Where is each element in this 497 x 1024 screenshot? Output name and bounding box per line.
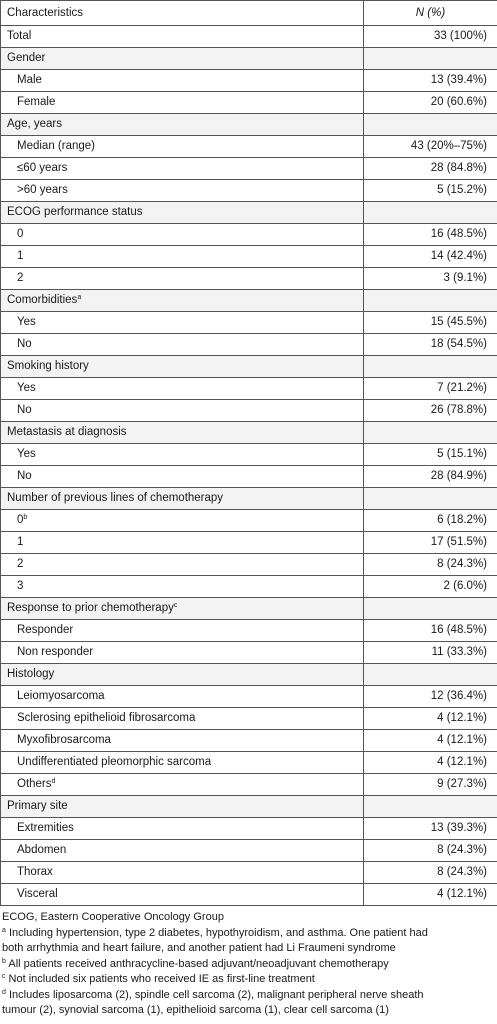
- row-label: Extremities: [1, 818, 364, 840]
- row-value: 12 (36.4%): [364, 686, 497, 708]
- footnote-d: $^d$ Includes liposarcoma (2), spindle cell sarcoma (2), malignant peripheral nerve sheath: [2, 988, 424, 1001]
- table-row: [1, 730, 497, 752]
- row-value: 6 (18.2%): [364, 510, 497, 532]
- section-label: Comorbidities$^a$: [1, 290, 364, 312]
- row-value: [364, 114, 497, 136]
- table-row: [1, 686, 497, 708]
- row-value: [364, 488, 497, 510]
- table-row: [1, 26, 497, 48]
- row-value: 20 (60.6%): [364, 92, 497, 114]
- table-row: [1, 246, 497, 268]
- row-label: Abdomen: [1, 840, 364, 862]
- table-row: [1, 312, 497, 334]
- row-label: 1: [1, 246, 364, 268]
- row-value: 4 (12.1%): [364, 708, 497, 730]
- row-value: 4 (12.1%): [364, 884, 497, 906]
- row-value: 33 (100%): [364, 26, 497, 48]
- row-value: 43 (20%–75%): [364, 136, 497, 158]
- row-value: 18 (54.5%): [364, 334, 497, 356]
- table-row: [1, 840, 497, 862]
- row-value: 15 (45.5%): [364, 312, 497, 334]
- table-row: [1, 576, 497, 598]
- table-row: [1, 400, 497, 422]
- table-row: [1, 180, 497, 202]
- row-label: 3: [1, 576, 364, 598]
- row-label: Non responder: [1, 642, 364, 664]
- row-label: Thorax: [1, 862, 364, 884]
- row-value: 7 (21.2%): [364, 378, 497, 400]
- row-label: Female: [1, 92, 364, 114]
- footnote-d-cont: tumour (2), synovial sarcoma (1), epithelioid sarcoma (1), clear cell sarcoma (1): [2, 1004, 389, 1016]
- table-row: [1, 532, 497, 554]
- header-n-percent: N (%): [364, 1, 497, 26]
- row-value: [364, 290, 497, 312]
- row-label: >60 years: [1, 180, 364, 202]
- row-label: 2: [1, 268, 364, 290]
- row-label: 2: [1, 554, 364, 576]
- section-label: Metastasis at diagnosis: [1, 422, 364, 444]
- row-label: No: [1, 334, 364, 356]
- table-row: [1, 158, 497, 180]
- section-row: [1, 48, 497, 70]
- section-label: Histology: [1, 664, 364, 686]
- row-value: 3 (9.1%): [364, 268, 497, 290]
- table-body: [1, 26, 497, 906]
- row-value: 5 (15.1%): [364, 444, 497, 466]
- row-value: [364, 796, 497, 818]
- table-row: [1, 70, 497, 92]
- row-label: Yes: [1, 444, 364, 466]
- table-row: [1, 92, 497, 114]
- row-value: 4 (12.1%): [364, 752, 497, 774]
- row-label: Male: [1, 70, 364, 92]
- table-row: [1, 334, 497, 356]
- table-row: [1, 378, 497, 400]
- row-value: 9 (27.3%): [364, 774, 497, 796]
- table-row: [1, 224, 497, 246]
- row-label: Leiomyosarcoma: [1, 686, 364, 708]
- table-row: [1, 620, 497, 642]
- section-row: [1, 488, 497, 510]
- row-label: ≤60 years: [1, 158, 364, 180]
- row-label: Median (range): [1, 136, 364, 158]
- table-row: [1, 818, 497, 840]
- row-value: 8 (24.3%): [364, 840, 497, 862]
- row-value: 8 (24.3%): [364, 862, 497, 884]
- row-label: Sclerosing epithelioid fibrosarcoma: [1, 708, 364, 730]
- row-value: 4 (12.1%): [364, 730, 497, 752]
- row-label: 0$^b$: [1, 510, 364, 532]
- footnote-ecog: ECOG, Eastern Cooperative Oncology Group: [2, 911, 224, 923]
- table-row: [1, 752, 497, 774]
- table-footnotes: [0, 906, 497, 1019]
- table-header-row: [1, 1, 497, 26]
- row-label: Myxofibrosarcoma: [1, 730, 364, 752]
- section-row: [1, 796, 497, 818]
- table-row: [1, 466, 497, 488]
- row-label: 0: [1, 224, 364, 246]
- section-row: [1, 598, 497, 620]
- row-label: Total: [1, 26, 364, 48]
- section-label: Primary site: [1, 796, 364, 818]
- row-value: 5 (15.2%): [364, 180, 497, 202]
- table-row: [1, 268, 497, 290]
- row-value: [364, 202, 497, 224]
- table-row: [1, 554, 497, 576]
- footnote-c: $^c$ Not included six patients who received IE as first-line treatment: [2, 973, 315, 985]
- row-value: 2 (6.0%): [364, 576, 497, 598]
- row-label: Responder: [1, 620, 364, 642]
- row-value: 13 (39.3%): [364, 818, 497, 840]
- table-row: [1, 708, 497, 730]
- footnote-a: $^a$ Including hypertension, type 2 diabetes, hypothyroidism, and asthma. One patient had: [2, 926, 428, 939]
- row-value: 13 (39.4%): [364, 70, 497, 92]
- row-value: [364, 48, 497, 70]
- row-label: Visceral: [1, 884, 364, 906]
- row-label: No: [1, 466, 364, 488]
- section-row: [1, 356, 497, 378]
- row-value: 17 (51.5%): [364, 532, 497, 554]
- row-label: Others$^d$: [1, 774, 364, 796]
- row-label: No: [1, 400, 364, 422]
- row-label: 1: [1, 532, 364, 554]
- row-value: 16 (48.5%): [364, 620, 497, 642]
- row-value: [364, 422, 497, 444]
- footnote-b: $^b$ All patients received anthracycline-based adjuvant/neoadjuvant chemotherapy: [2, 957, 389, 970]
- header-characteristics: Characteristics: [1, 1, 364, 26]
- row-value: 26 (78.8%): [364, 400, 497, 422]
- section-row: [1, 664, 497, 686]
- row-value: 16 (48.5%): [364, 224, 497, 246]
- row-value: 14 (42.4%): [364, 246, 497, 268]
- row-value: [364, 664, 497, 686]
- row-value: 28 (84.9%): [364, 466, 497, 488]
- row-value: 11 (33.3%): [364, 642, 497, 664]
- section-label: Response to prior chemotherapy$^c$: [1, 598, 364, 620]
- section-label: Number of previous lines of chemotherapy: [1, 488, 364, 510]
- section-label: ECOG performance status: [1, 202, 364, 224]
- table-row: [1, 642, 497, 664]
- section-label: Gender: [1, 48, 364, 70]
- section-row: [1, 290, 497, 312]
- row-value: 8 (24.3%): [364, 554, 497, 576]
- row-value: [364, 356, 497, 378]
- section-label: Age, years: [1, 114, 364, 136]
- section-label: Smoking history: [1, 356, 364, 378]
- table-row: [1, 774, 497, 796]
- table-row: [1, 862, 497, 884]
- section-row: [1, 422, 497, 444]
- row-label: Yes: [1, 378, 364, 400]
- section-row: [1, 202, 497, 224]
- footnote-a-cont: both arrhythmia and heart failure, and another patient had Li Fraumeni syndrome: [2, 942, 396, 954]
- table-row: [1, 136, 497, 158]
- table-row: [1, 510, 497, 532]
- table-row: [1, 884, 497, 906]
- table-row: [1, 444, 497, 466]
- row-value: 28 (84.8%): [364, 158, 497, 180]
- row-value: [364, 598, 497, 620]
- row-label: Yes: [1, 312, 364, 334]
- row-label: Undifferentiated pleomorphic sarcoma: [1, 752, 364, 774]
- section-row: [1, 114, 497, 136]
